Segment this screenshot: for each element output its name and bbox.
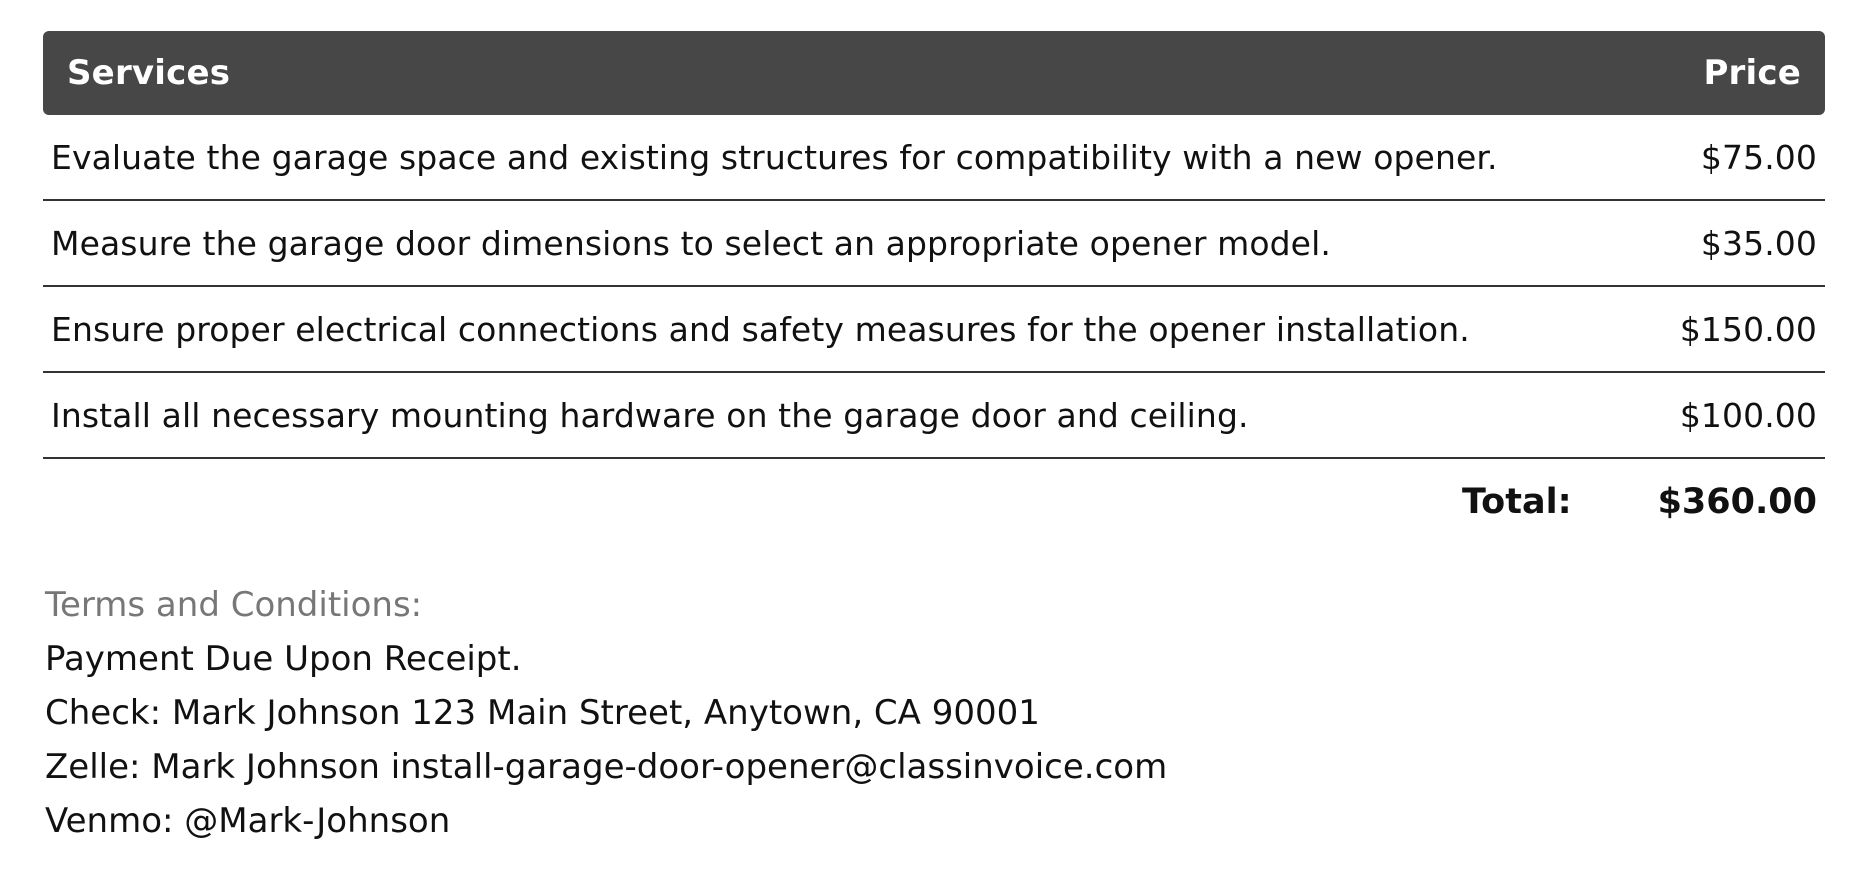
service-price: $75.00 — [1700, 137, 1817, 177]
price-column-header: Price — [1703, 53, 1801, 93]
service-price: $100.00 — [1679, 395, 1817, 435]
service-price: $150.00 — [1679, 309, 1817, 349]
service-description: Install all necessary mounting hardware on the garage door and ceiling. — [51, 395, 1249, 435]
table-header — [43, 31, 1825, 115]
terms-venmo-info: Venmo: @Mark-Johnson — [45, 801, 451, 841]
service-description: Measure the garage door dimensions to select an appropriate opener model. — [51, 223, 1331, 263]
total-row — [43, 459, 1825, 545]
total-label: Total: — [1461, 482, 1572, 522]
table-row — [43, 373, 1825, 459]
table-row — [43, 115, 1825, 201]
terms-payment-due: Payment Due Upon Receipt. — [45, 639, 522, 679]
services-table — [43, 31, 1825, 545]
service-rows — [43, 115, 1825, 459]
table-row — [43, 287, 1825, 373]
table-row — [43, 201, 1825, 287]
terms-section — [43, 578, 1825, 848]
terms-check-info: Check: Mark Johnson 123 Main Street, Anytown, CA 90001 — [45, 693, 1040, 733]
terms-title: Terms and Conditions: — [45, 585, 423, 625]
services-column-header: Services — [67, 53, 231, 93]
total-value: $360.00 — [1657, 482, 1817, 522]
service-description: Evaluate the garage space and existing structures for compatibility with a new opener. — [51, 137, 1498, 177]
service-price: $35.00 — [1700, 223, 1817, 263]
service-description: Ensure proper electrical connections and safety measures for the opener installation. — [51, 309, 1470, 349]
terms-zelle-info: Zelle: Mark Johnson install-garage-door-opener@classinvoice.com — [45, 747, 1168, 787]
